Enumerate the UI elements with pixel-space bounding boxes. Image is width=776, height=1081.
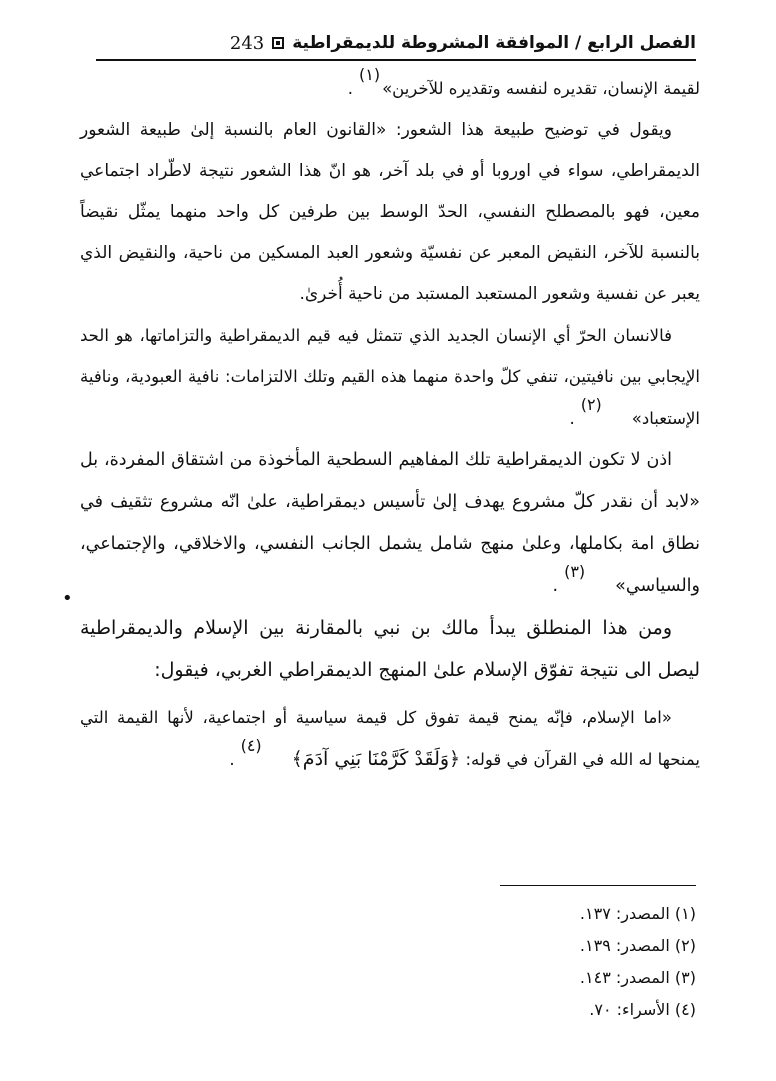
paragraph-text: «اما الإسلام، فإنّه يمنح قيمة تفوق كل قيمة سياسية أو اجتماعية، لأنها القيمة التي يمنحها له الله في القرآن في قوله: — [80, 708, 700, 769]
paragraph-3 — [80, 315, 700, 440]
paragraph-4 — [80, 439, 700, 607]
running-header — [96, 28, 696, 58]
paragraph-end: . — [552, 576, 559, 597]
paragraph-end: . — [569, 408, 575, 428]
paragraph-text: ويقول في توضيح طبيعة هذا الشعور: «القانون العام بالنسبة إلىٰ طبيعة الشعور الديمقراطي، سواء في اوروبا أو في بلد آخر، هو انّ هذا الشعور نتيجة لاطّراد اجتماعي معين، فهو بالمصطلح النفسي، الحدّ الوسط بين طرفين كل واحد منهما يمثّل نقيضاً بالنسبة للآخر، النقيض المعبر عن نفسيّة وشعور العبد المسكين من ناحية، والنقيض الذي يعبر عن نفسية وشعور المستعبد المستبد من ناحية أُخرىٰ. — [80, 119, 700, 304]
page-number: 243 — [229, 32, 265, 54]
footnote-2: (٢) المصدر: ١٣٩. — [579, 936, 696, 955]
footnote-ref: (١) — [358, 65, 381, 84]
chapter-title: الفصل الرابع / الموافقة المشروطة للديمقراطية — [292, 33, 696, 53]
paragraph-text: لقيمة الإنسان، تقديره لنفسه وتقديره للآخرين» — [382, 79, 700, 98]
footnote-ref: (٢) — [580, 394, 602, 414]
footnote-3: (٣) المصدر: ١٤٣. — [579, 968, 696, 987]
footnote-4: (٤) الأسراء: ٧٠. — [589, 1000, 696, 1019]
quran-verse: ﴿وَلَقَدْ كَرَّمْنَا بَنِي آدَمَ﴾ — [291, 747, 461, 770]
paragraph-end: . — [229, 749, 235, 769]
square-ornament-icon — [272, 37, 284, 49]
body-text — [80, 65, 700, 781]
footnote-1: (١) المصدر: ١٣٧. — [579, 904, 696, 923]
paragraph-1 — [80, 65, 700, 110]
paragraph-2 — [80, 110, 700, 315]
footnote-ref: (٣) — [564, 562, 586, 582]
paragraph-6 — [80, 697, 700, 780]
paragraph-text: فالانسان الحرّ أي الإنسان الجديد الذي تتمثل فيه قيم الديمقراطية والتزاماتها، هو الحد الإيجابي بين نافيتين، تنفي كلّ واحدة منهما هذه القيم وتلك الالتزامات: نافية العبودية، ونافية الإستعباد» — [80, 325, 700, 428]
header-rule — [96, 59, 696, 61]
paragraph-5 — [80, 607, 700, 691]
footnote-ref: (٤) — [240, 735, 262, 755]
paragraph-text: اذن لا تكون الديمقراطية تلك المفاهيم السطحية المأخوذة من اشتقاق المفردة، بل «لابد أن نقدر كلّ مشروع يهدف إلىٰ تأسيس ديمقراطية، علىٰ انّه مشروع تثقيف في نطاق امة بكاملها، وعلىٰ منهج شامل يشمل الجانب النفسي، والاخلاقي، والإجتماعي، والسياسي» — [80, 450, 700, 597]
footnotes — [400, 898, 696, 1026]
footnote-rule — [500, 885, 696, 886]
margin-mark: • — [62, 588, 73, 609]
paragraph-end: . — [347, 79, 353, 98]
paragraph-text: ومن هذا المنطلق يبدأ مالك بن نبي بالمقارنة بين الإسلام والديمقراطية ليصل الى نتيجة تفوّق الإسلام علىٰ المنهج الديمقراطي الغربي، فيقول: — [80, 617, 700, 682]
